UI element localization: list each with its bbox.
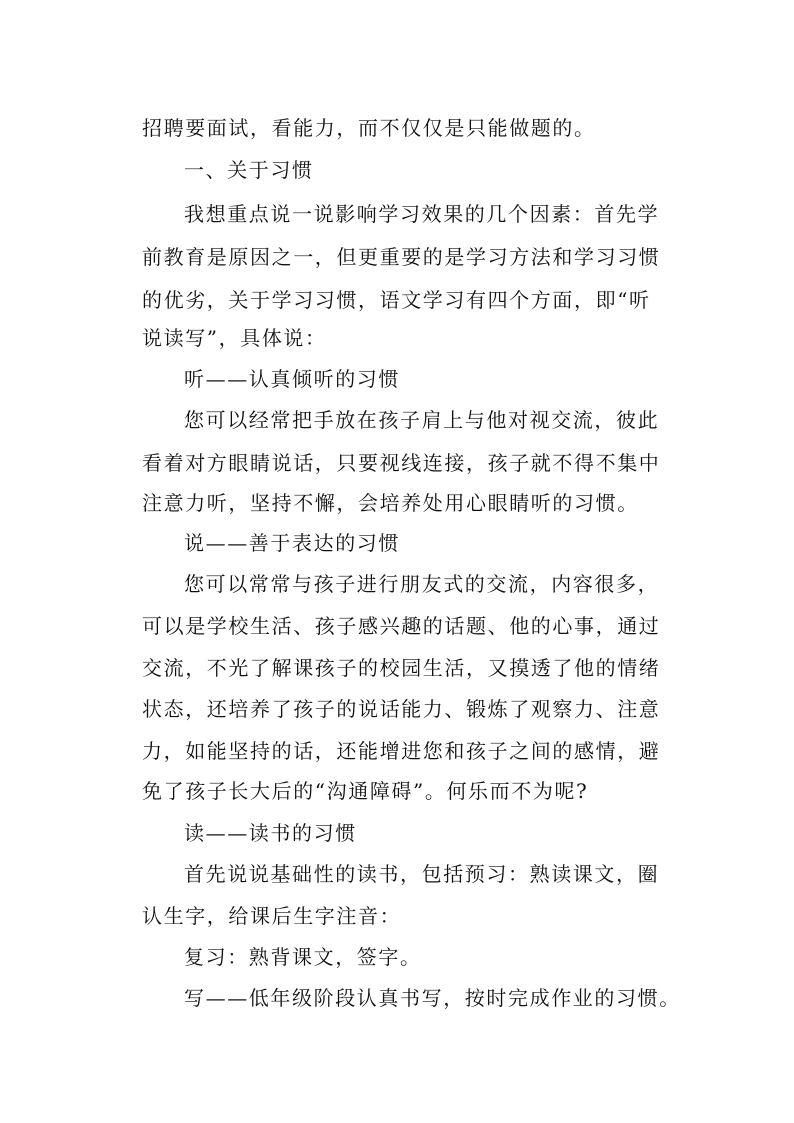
section-heading: 一、关于习惯 (184, 158, 314, 182)
text-line: 我想重点说一说影响学习效果的几个因素：首先学 (184, 202, 660, 226)
text-line: 认生字，给课后生字注音： (142, 904, 402, 928)
text-line: 的优劣，关于学习习惯，语文学习有四个方面，即“听 (142, 288, 651, 312)
subsection-heading: 读——读书的习惯 (184, 821, 357, 845)
text-line: 说读写”，具体说： (142, 326, 327, 350)
subsection-heading: 说——善于表达的习惯 (184, 531, 400, 555)
text-line: 力，如能坚持的话，还能增进您和孩子之间的感情，避 (142, 739, 661, 763)
text-line: 您可以常常与孩子进行朋友式的交流，内容很多， (184, 572, 660, 596)
subsection-heading: 写——低年级阶段认真书写，按时完成作业的习惯。 (184, 986, 681, 1010)
text-line: 您可以经常把手放在孩子肩上与他对视交流，彼此 (184, 408, 660, 432)
text-line: 招聘要面试，看能力，而不仅仅是只能做题的。 (142, 116, 596, 140)
text-line: 前教育是原因之一，但更重要的是学习方法和学习习惯 (142, 245, 661, 269)
text-line: 首先说说基础性的读书，包括预习：熟读课文，圈 (184, 862, 660, 886)
text-line: 看着对方眼睛说话，只要视线连接，孩子就不得不集中 (142, 451, 661, 475)
text-line: 免了孩子长大后的“沟通障碍”。何乐而不为呢? (142, 779, 589, 803)
text-line: 可以是学校生活、孩子感兴趣的话题、他的心事，通过 (142, 614, 661, 638)
text-line: 交流，不光了解课孩子的校园生活，又摸透了他的情绪 (142, 656, 661, 680)
text-line: 注意力听，坚持不懈，会培养处用心眼睛听的习惯。 (142, 491, 639, 515)
text-line: 状态，还培养了孩子的说话能力、锻炼了观察力、注意 (142, 697, 661, 721)
subsection-heading: 听——认真倾听的习惯 (184, 367, 400, 391)
text-line: 复习：熟背课文，签字。 (184, 945, 422, 969)
